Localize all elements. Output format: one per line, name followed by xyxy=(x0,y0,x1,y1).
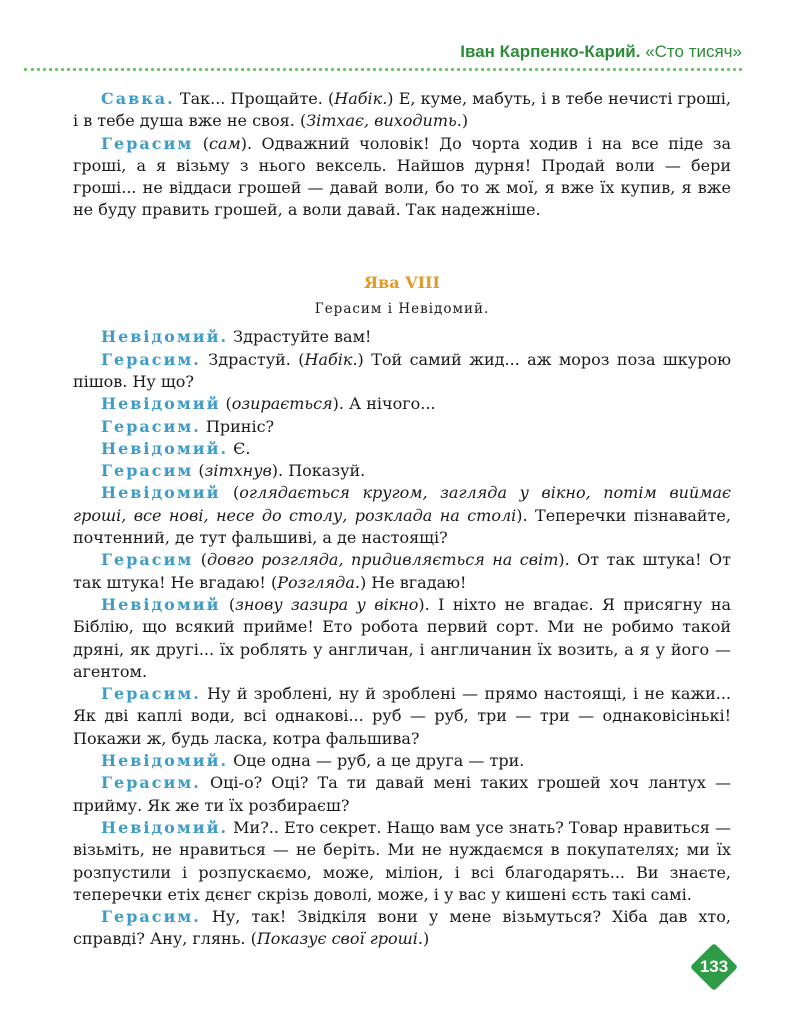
dialogue-paragraph xyxy=(73,817,731,906)
dialogue-text: ). І ніхто не вгадає. Я присягну на Біблію, що всякий прийме! Ето робота первий сорт. Ми не робимо такой дряні, як другі... їх роблять у англичан, і англичанин їх возить, а я у його — агентом. xyxy=(73,594,732,681)
speaker-name: Савка. xyxy=(101,89,175,108)
speaker-name: Невідомий. xyxy=(101,438,229,458)
header-work-title: «Сто тисяч» xyxy=(645,42,742,61)
dialogue-text: ). Теперечки пізнавайте, почтенний, де тут фальшиві, а де настоящі? xyxy=(73,505,731,548)
dialogue-paragraph xyxy=(73,750,731,772)
dialogue-text: ) Той самий жид... аж мороз поза шкурою пішов. Ну що? xyxy=(73,349,731,391)
stage-direction: знову зазира у вікно xyxy=(235,594,419,614)
dialogue-text: Ми?.. Ето секрет. Нащо вам усе знать? Товар нравиться — візьміть, не нравиться — не беріть. Ми не нуждаємся в покупателях; ми їх розпустили і розпускаємо, може, міліон, і всі благодарять... Ви знаєте, теперечки етіх дєнєг скрізь доволі, може, і у вас у кишені єсть такі самі. xyxy=(73,817,731,904)
stage-direction: озирається xyxy=(231,394,333,414)
scene-title: Ява VIII xyxy=(363,272,441,292)
speaker-name: Герасим. xyxy=(101,684,201,704)
dialogue-paragraph xyxy=(73,88,731,133)
dialogue-paragraph xyxy=(73,549,731,594)
dialogue-paragraph xyxy=(73,133,731,222)
running-header xyxy=(460,42,742,62)
speaker-name: Невідомий xyxy=(101,594,221,614)
dialogue-text: ( xyxy=(193,133,209,153)
dialogue-text: Так... Прощайте. ( xyxy=(174,89,335,108)
dialogue-text: Здрастуйте вам! xyxy=(228,327,372,347)
dialogue-paragraph xyxy=(73,772,731,817)
dialogue-text: ) xyxy=(461,111,469,131)
dialogue-paragraph xyxy=(73,683,731,750)
page-body xyxy=(73,88,731,951)
speaker-name: Невідомий xyxy=(101,483,221,503)
speaker-name: Невідомий. xyxy=(101,817,229,837)
speaker-name: Герасим. xyxy=(101,349,201,369)
dialogue-text: Є. xyxy=(228,438,251,458)
dialogue-paragraph xyxy=(73,393,731,415)
stage-direction: Набік. xyxy=(334,89,388,108)
dialogue-paragraph xyxy=(73,438,731,460)
dialogue-paragraph xyxy=(73,594,731,683)
dialogue-text: ). Показуй. xyxy=(271,461,366,481)
speaker-name: Невідомий. xyxy=(101,327,229,347)
speaker-name: Герасим xyxy=(101,461,194,481)
dialogue-paragraph xyxy=(73,906,731,951)
dialogue-text: Ну, так! Звідкіля вони у мене візьмуться? Хіба дав хто, справді? Ану, глянь. ( xyxy=(73,907,731,949)
dialogue-text: ) Е, куме, мабуть, і в тебе нечисті гроші, і в тебе душа вже не своя. ( xyxy=(73,89,732,131)
dialogue-paragraph xyxy=(73,482,731,549)
dialogue-text: ( xyxy=(220,483,240,503)
dialogue-paragraph xyxy=(73,349,731,394)
dialogue-text: Приніс? xyxy=(200,416,275,436)
dialogue-paragraph xyxy=(73,460,731,482)
stage-direction: Зітхає, виходить. xyxy=(306,111,462,131)
stage-direction: Показує свої гроші. xyxy=(256,929,424,949)
speaker-name: Невідомий. xyxy=(101,751,229,771)
dialogue-text: ( xyxy=(193,550,208,570)
page-number: 133 xyxy=(699,957,729,976)
speaker-name: Герасим. xyxy=(101,773,201,793)
header-dotted-divider xyxy=(24,68,742,71)
stage-direction: оглядається кругом, загляда у вікно, потім виймає гроші, все нові, несе до столу, розклада на столі xyxy=(73,483,732,525)
dialogue-text: Оці-о? Оці? Та ти давай мені таких грошей хоч лантух — прийму. Як же ти їх розбираєш? xyxy=(73,773,731,815)
speaker-name: Невідомий xyxy=(101,394,221,414)
dialogue-text: ). Одважний чоловік! До чорта ходив і на все піде за гроші, а я візьму з нього вексель. Найшов дурня! Продай воли — бери гроші... не віддаси грошей — давай воли, бо то ж мої, я вже їх купив, я вже не буду править грошей, а воли давай. Так надежніше. xyxy=(73,133,732,220)
page-number-badge xyxy=(690,943,738,991)
dialogue-text: ) xyxy=(423,929,430,949)
dialogue-paragraph xyxy=(73,326,731,348)
dialogue-text: ( xyxy=(220,594,236,614)
dialogue-text: Оце одна — руб, а це друга — три. xyxy=(228,751,525,771)
speaker-name: Герасим xyxy=(101,550,194,570)
stage-direction: зітхнув xyxy=(204,461,272,481)
dialogue-text: ) Не вгадаю! xyxy=(359,572,467,592)
speaker-name: Герасим. xyxy=(101,416,201,436)
dialogue-text: ). А нічого... xyxy=(332,394,436,414)
stage-direction: довго розгляда, придивляється на світ xyxy=(207,550,559,570)
paragraphs-before-scene xyxy=(73,88,731,222)
speaker-name: Герасим xyxy=(101,133,194,153)
stage-direction: Розгляда. xyxy=(277,572,360,592)
dialogue-text: ( xyxy=(220,394,232,414)
dialogue-paragraph xyxy=(73,416,731,438)
scene-dialogue xyxy=(73,326,731,950)
speaker-name: Герасим. xyxy=(101,907,201,927)
scene-cast: Герасим і Невідомий. xyxy=(314,301,490,318)
dialogue-text: ). От так штука! От так штука! Не вгадаю! ( xyxy=(73,550,732,592)
header-author: Іван Карпенко-Карий. xyxy=(460,42,641,61)
dialogue-text: Здрастуй. ( xyxy=(200,349,305,369)
dialogue-text: ( xyxy=(193,461,205,481)
dialogue-text: Ну й зроблені, ну й зроблені — прямо настоящі, і не кажи... Як дві каплі води, всі однакові... руб — руб, три — три — однаковісінькі! Покажи ж, будь ласка, котра фальшива? xyxy=(73,684,731,748)
stage-direction: Набік. xyxy=(304,349,358,369)
stage-direction: сам xyxy=(208,133,241,153)
